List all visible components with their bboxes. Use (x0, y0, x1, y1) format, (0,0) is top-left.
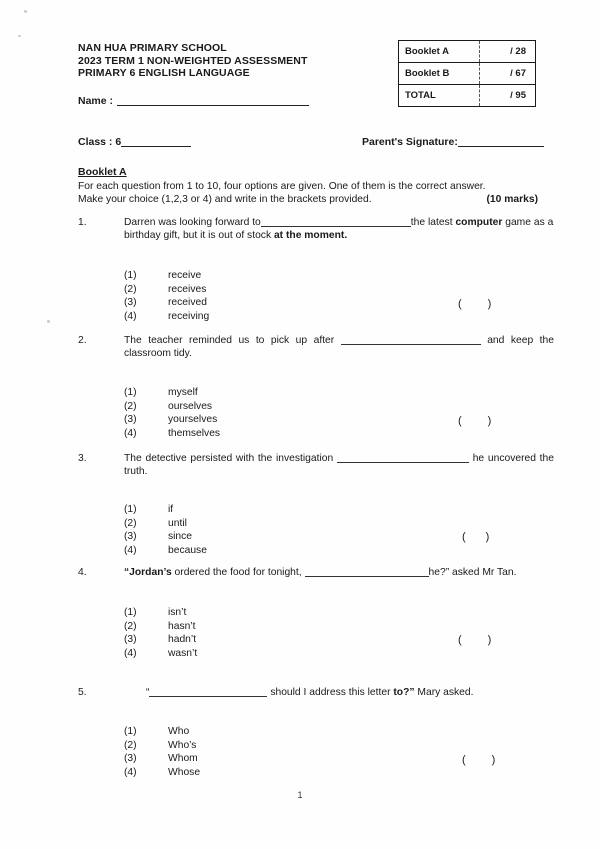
answer-blank[interactable] (305, 576, 429, 577)
bracket-left: ( (458, 415, 462, 427)
option-number: (2) (124, 739, 137, 751)
question-number: 5. (78, 687, 87, 698)
option-item[interactable] (124, 427, 220, 441)
question-text (124, 452, 554, 479)
question-2-options (124, 386, 220, 440)
option-number: (4) (124, 766, 137, 778)
name-label: Name : (78, 95, 114, 107)
question-number: 2. (78, 335, 87, 346)
option-label: Who’s (168, 739, 197, 751)
option-label: Who (168, 726, 190, 737)
option-label: ourselves (168, 400, 213, 412)
class-field-row (78, 136, 191, 148)
option-label: hadn’t (168, 634, 197, 646)
option-number: (2) (124, 620, 137, 632)
option-number: (1) (124, 270, 137, 281)
assessment-name: 2023 TERM 1 NON-WEIGHTED ASSESSMENT (78, 54, 308, 67)
table-row (399, 41, 536, 63)
question-2 (78, 334, 554, 361)
option-item[interactable] (124, 296, 209, 310)
answer-blank[interactable] (149, 696, 267, 697)
option-label: if (168, 504, 174, 515)
question-4 (78, 566, 554, 579)
question-number: 4. (78, 567, 87, 578)
question-text (124, 566, 554, 579)
option-number: (1) (124, 726, 137, 737)
marks-row-total: / 95 (480, 85, 536, 107)
option-item[interactable] (124, 530, 207, 544)
option-number: (3) (124, 414, 137, 426)
question-text-before: Darren was looking forward to (124, 217, 261, 228)
option-label: isn’t (168, 607, 187, 618)
signature-input-line[interactable] (458, 146, 544, 147)
option-item[interactable] (124, 310, 209, 324)
option-number: (4) (124, 310, 137, 322)
option-number: (3) (124, 297, 137, 309)
question-1-options (124, 269, 209, 323)
option-label: hasn’t (168, 620, 196, 632)
question-text-before: The detective persisted with the investigation (124, 453, 334, 464)
school-header (78, 42, 307, 80)
bracket-right: ) (487, 634, 492, 646)
question-text-mid: the latest (410, 217, 456, 228)
bracket-left: ( (462, 531, 466, 543)
answer-bracket-2[interactable] (458, 415, 491, 427)
question-text (124, 216, 554, 243)
option-item[interactable] (124, 752, 200, 766)
option-label: receives (168, 283, 207, 295)
class-input-line[interactable] (121, 146, 191, 147)
answer-blank[interactable] (341, 344, 481, 345)
question-text-bold: computer (455, 217, 503, 228)
bracket-right: ) (487, 298, 492, 310)
question-number: 1. (78, 217, 87, 228)
bracket-right: ) (491, 754, 496, 766)
scan-speck (47, 320, 50, 323)
bracket-left: ( (458, 634, 462, 646)
option-label: Whose (168, 766, 201, 778)
page-number: 1 (297, 790, 303, 800)
option-item[interactable] (124, 283, 209, 297)
bracket-left: ( (458, 298, 462, 310)
answer-bracket-4[interactable] (458, 634, 491, 646)
signature-label: Parent's Signature: (362, 136, 458, 148)
option-number: (1) (124, 607, 137, 618)
bracket-left: ( (462, 754, 466, 766)
answer-blank[interactable] (337, 462, 469, 463)
option-label: since (168, 531, 193, 543)
question-number: 3. (78, 453, 87, 464)
option-number: (4) (124, 647, 137, 659)
option-number: (2) (124, 400, 137, 412)
answer-bracket-1[interactable] (458, 298, 491, 310)
question-text (124, 686, 554, 699)
question-text-after: and keep the classroom tidy. (124, 335, 554, 360)
option-label: myself (168, 387, 198, 398)
option-label: themselves (168, 427, 221, 439)
option-item[interactable] (124, 647, 197, 661)
question-text-before: ordered the food for tonight, (171, 567, 302, 578)
question-3-options (124, 503, 207, 557)
question-text-before: “ (146, 687, 150, 698)
option-number: (3) (124, 531, 137, 543)
answer-blank[interactable] (261, 226, 411, 227)
option-label: until (168, 517, 187, 529)
subject-name: PRIMARY 6 ENGLISH LANGUAGE (78, 67, 250, 80)
marks-row-label: Booklet A (399, 41, 480, 63)
option-number: (2) (124, 517, 137, 529)
scan-speck (18, 35, 21, 37)
name-input-line[interactable] (117, 105, 309, 106)
question-text-before: The teacher reminded us to pick up after (124, 335, 335, 346)
option-label: received (168, 297, 207, 309)
marks-row-label: Booklet B (399, 63, 480, 85)
table-row (399, 63, 536, 85)
option-label: because (168, 544, 207, 556)
question-text-tail-bold: at the moment. (273, 230, 348, 242)
instructions (78, 180, 552, 207)
option-label: yourselves (168, 414, 218, 426)
option-item[interactable] (124, 606, 197, 620)
answer-bracket-5[interactable] (462, 754, 495, 766)
option-number: (3) (124, 753, 137, 765)
question-text-after: game as a birthday gift, but it is out of stock (124, 217, 554, 242)
booklet-title: Booklet A (78, 166, 127, 178)
question-5-options (124, 725, 200, 779)
option-item[interactable] (124, 766, 200, 780)
question-text-after: he?” asked Mr Tan. (428, 567, 517, 578)
name-field-row (78, 95, 309, 107)
option-number: (1) (124, 387, 137, 398)
question-text-after: should I address this letter (270, 687, 394, 698)
option-item[interactable] (124, 503, 207, 517)
table-row (399, 85, 536, 107)
option-number: (1) (124, 504, 137, 515)
question-text-bold: to?” (393, 687, 415, 698)
marks-table (398, 40, 536, 107)
option-label: wasn’t (168, 647, 198, 659)
answer-bracket-3[interactable] (462, 531, 489, 543)
question-3 (78, 452, 554, 479)
option-item[interactable] (124, 386, 220, 400)
question-text-tail: Mary asked. (414, 687, 474, 698)
question-text (124, 334, 554, 361)
question-5 (78, 686, 554, 699)
bracket-right: ) (485, 531, 490, 543)
marks-allocation: (10 marks) (486, 194, 538, 206)
option-label: receiving (168, 310, 210, 322)
option-item[interactable] (124, 517, 207, 531)
option-item[interactable] (124, 413, 220, 427)
instruction-line-1: For each question from 1 to 10, four options are given. One of them is the correct answer. (78, 181, 486, 192)
signature-field-row (362, 136, 544, 148)
option-item[interactable] (124, 400, 220, 414)
marks-row-total: / 67 (480, 63, 536, 85)
option-label: Whom (168, 753, 198, 765)
option-item[interactable] (124, 620, 197, 634)
marks-row-label: TOTAL (399, 85, 480, 107)
bracket-right: ) (487, 415, 492, 427)
school-name: NAN HUA PRIMARY SCHOOL (78, 42, 227, 54)
option-number: (2) (124, 283, 137, 295)
class-label: Class : 6 (78, 136, 122, 148)
scan-speck (24, 10, 27, 13)
option-item[interactable] (124, 725, 200, 739)
option-item[interactable] (124, 633, 197, 647)
instruction-line-2: Make your choice (1,2,3 or 4) and write in the brackets provided. (78, 194, 372, 206)
option-label: receive (168, 270, 202, 281)
question-text-after: he uncovered the truth. (124, 453, 554, 478)
marks-row-total: / 28 (480, 41, 536, 63)
question-text-bold: “Jordan’s (124, 567, 172, 578)
option-item[interactable] (124, 269, 209, 283)
option-item[interactable] (124, 739, 200, 753)
question-4-options (124, 606, 197, 660)
option-item[interactable] (124, 544, 207, 558)
question-1 (78, 216, 554, 243)
option-number: (4) (124, 427, 137, 439)
option-number: (4) (124, 544, 137, 556)
option-number: (3) (124, 634, 137, 646)
